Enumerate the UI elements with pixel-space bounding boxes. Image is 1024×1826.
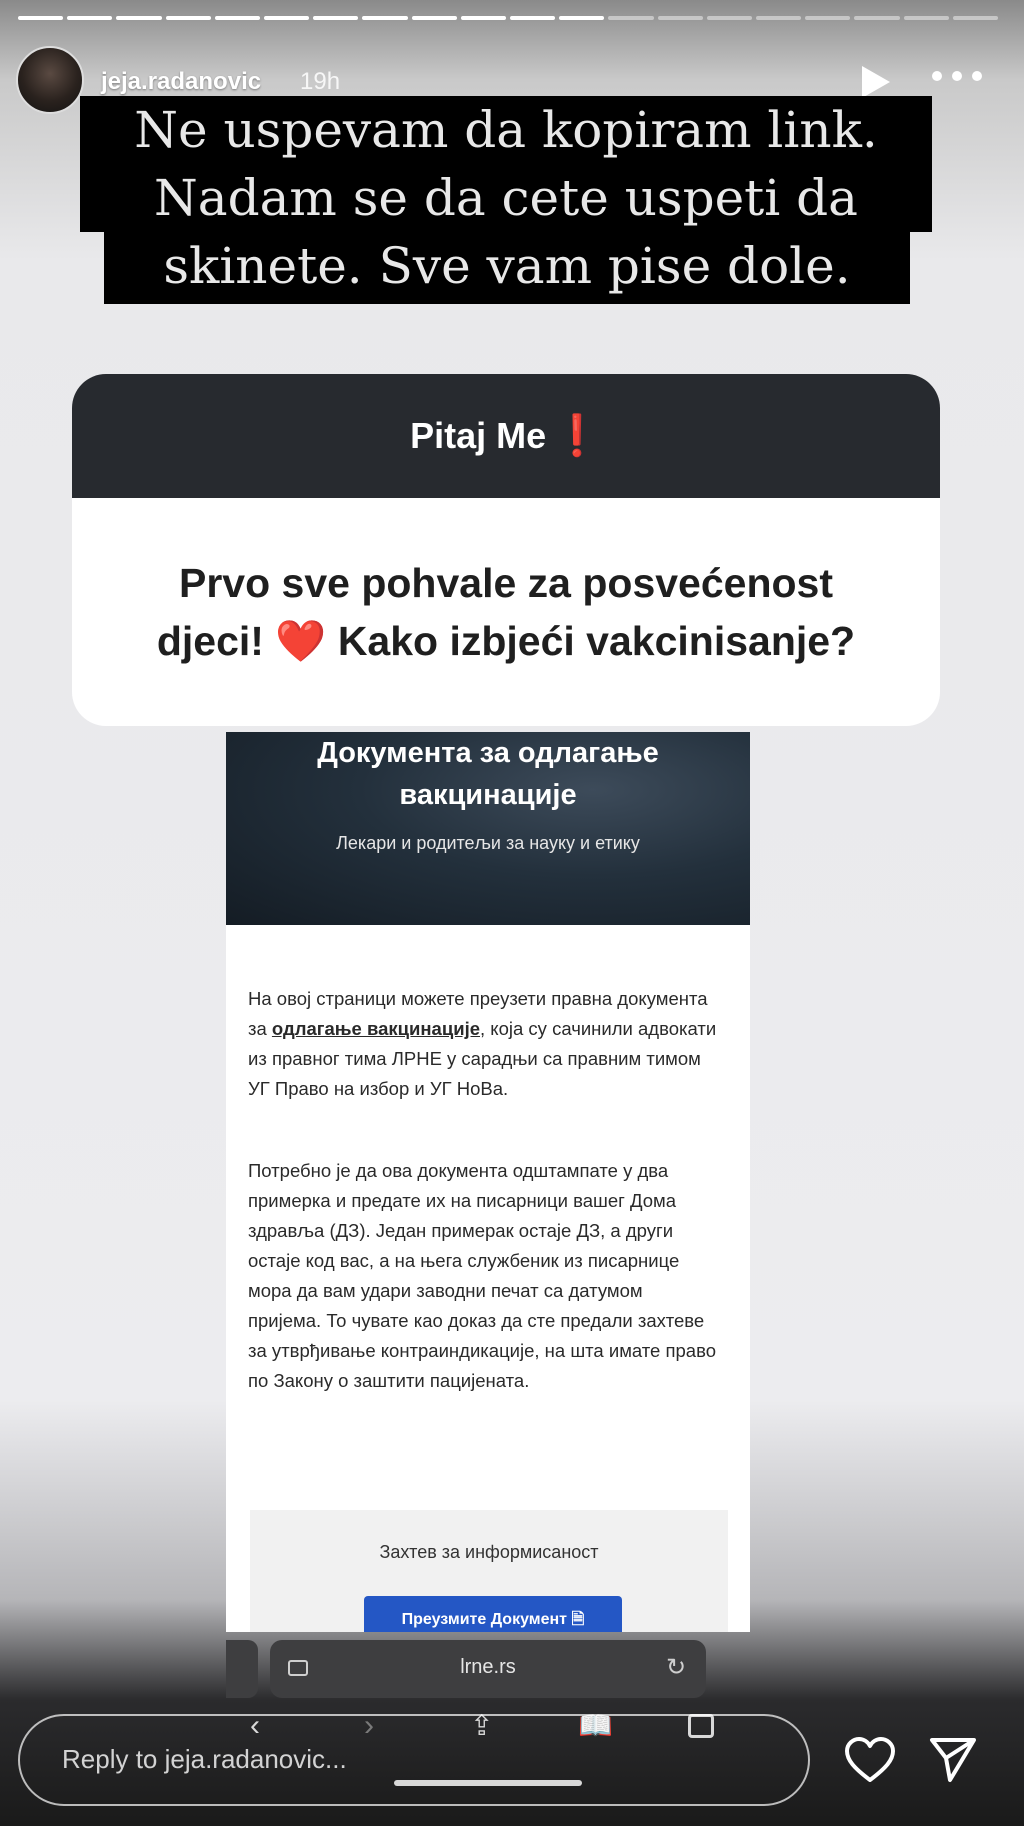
progress-segment	[412, 16, 457, 20]
progress-segment	[953, 16, 998, 20]
question-sticker[interactable]	[72, 374, 940, 726]
question-sticker-title: Pitaj Me	[410, 415, 547, 456]
play-icon[interactable]	[862, 66, 890, 98]
username[interactable]: jeja.radanovic	[101, 68, 262, 95]
question-line	[72, 612, 940, 670]
caption-line: skinete. Sve vam pise dole.	[104, 232, 910, 304]
progress-segment	[854, 16, 899, 20]
bookmarks-icon[interactable]: 📖	[578, 1710, 613, 1741]
reply-input[interactable]	[18, 1714, 810, 1806]
progress-segment	[461, 16, 506, 20]
document-title: Захтев за информисаност	[379, 1542, 599, 1562]
progress-segment	[756, 16, 801, 20]
progress-segment	[707, 16, 752, 20]
address-bar[interactable]	[270, 1640, 706, 1698]
progress-segment	[658, 16, 703, 20]
avatar[interactable]	[16, 46, 84, 114]
question-line-start: djeci!	[156, 618, 276, 664]
progress-segment	[559, 16, 604, 20]
progress-segment	[362, 16, 407, 20]
page-subtitle: Лекари и родитељи за науку и етику	[336, 833, 640, 853]
progress-segment	[116, 16, 161, 20]
timestamp: 19h	[300, 68, 341, 95]
more-options-icon[interactable]	[932, 71, 982, 83]
share-icon[interactable]: ⇪	[470, 1710, 494, 1741]
progress-segment	[805, 16, 850, 20]
send-icon[interactable]	[928, 1734, 978, 1784]
safari-tab-edge	[226, 1640, 258, 1698]
home-indicator	[394, 1780, 582, 1786]
progress-segment	[18, 16, 63, 20]
progress-segment	[904, 16, 949, 20]
caption-line: Nadam se da cete uspeti da	[80, 164, 932, 232]
progress-segment	[313, 16, 358, 20]
caption-line: Ne uspevam da kopiram link.	[80, 96, 932, 164]
progress-segment	[215, 16, 260, 20]
back-icon[interactable]: ‹	[250, 1709, 260, 1742]
postpone-vaccination-link[interactable]: одлагање вакцинације	[271, 1018, 481, 1039]
intro-text-end: , која су сачинили адвокати из правног тима ЛРНЕ у сарадњи са правним тимом УГ Право на избор и УГ НоВа.	[248, 1018, 717, 1099]
progress-segment	[67, 16, 112, 20]
question-text	[72, 498, 940, 670]
intro-text: На овој страници можете преузети правна документа за	[248, 988, 708, 1039]
page-title-line: Документа за одлагање	[317, 737, 659, 769]
progress-segment	[608, 16, 653, 20]
exclamation-icon: ❗	[552, 414, 602, 458]
like-heart-icon[interactable]	[844, 1736, 896, 1784]
document-card	[250, 1510, 728, 1632]
progress-segment	[510, 16, 555, 20]
story-progress-bar	[18, 16, 998, 20]
forward-icon[interactable]: ›	[364, 1709, 374, 1742]
reply-placeholder: Reply to jeja.radanovic...	[62, 1744, 347, 1774]
question-line-end: Kako izbjeći vakcinisanje?	[326, 618, 856, 664]
question-sticker-header	[72, 374, 940, 498]
story-caption	[80, 96, 940, 304]
progress-segment	[264, 16, 309, 20]
download-document-button[interactable]: Преузмите Документ 🗎	[364, 1596, 622, 1632]
page-hero	[226, 732, 750, 925]
intro-paragraph	[248, 984, 718, 1104]
embedded-screenshot	[226, 732, 750, 1632]
page-title-line: вакцинације	[399, 779, 577, 811]
question-line: Prvo sve pohvale za posvećenost	[179, 560, 833, 606]
reload-icon[interactable]: ↻	[666, 1654, 687, 1681]
url-text: lrne.rs	[460, 1656, 516, 1678]
heart-emoji-icon: ❤️	[275, 618, 327, 664]
instructions-paragraph: Потребно је да ова документа одштампате у два примерка и предате их на писарници вашег Дома здравља (ДЗ). Један примерак остаје ДЗ, а други остаје код вас, а на њега службеник из писарнице мора да вам удари заводни печат са датумом пријема. То чувате као доказ да сте предали захтеве за утврђивање контраиндикације, на шта имате право по Закону о заштити пацијената.	[248, 1160, 716, 1391]
progress-segment	[166, 16, 211, 20]
